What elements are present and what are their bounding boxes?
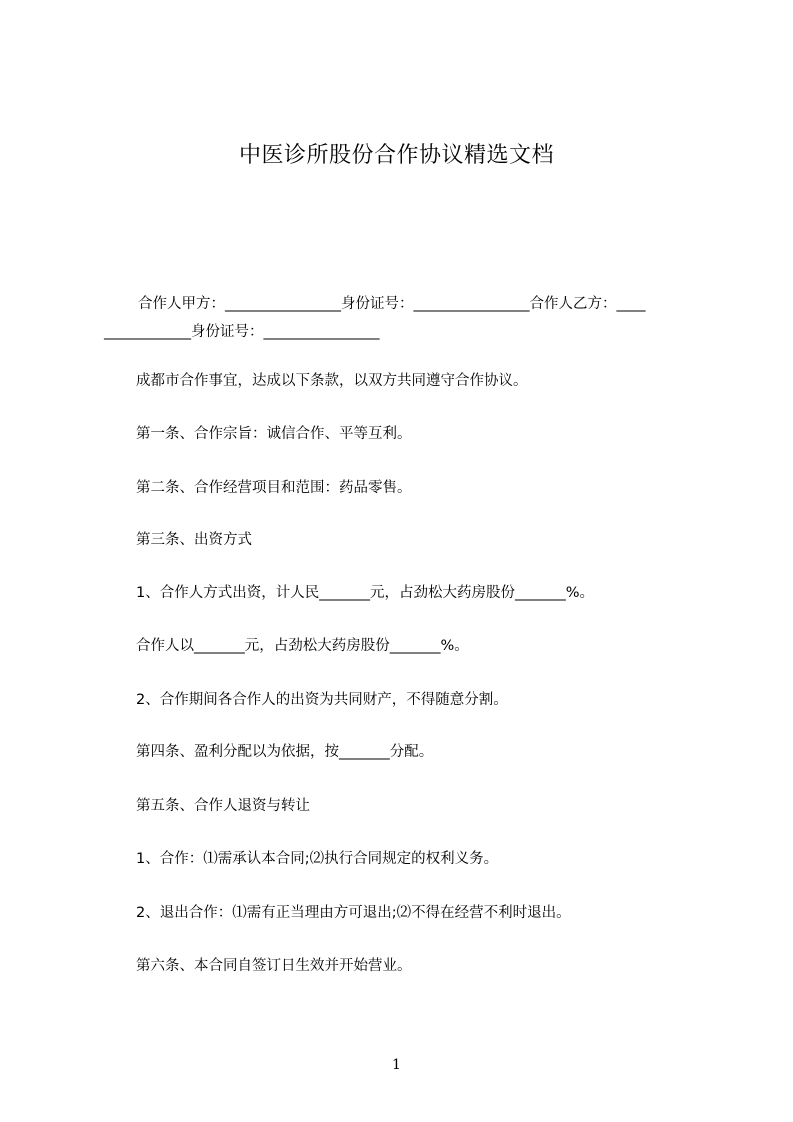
parties-block bbox=[104, 290, 704, 346]
paragraph-article-5-item-2: 2、退出合作：⑴需有正当理由方可退出;⑵不得在经营不利时退出。 bbox=[136, 905, 571, 921]
paragraph-article-1: 第一条、合作宗旨：诚信合作、平等互利。 bbox=[136, 426, 412, 442]
paragraph-article-5: 第五条、合作人退资与转让 bbox=[136, 798, 310, 814]
paragraph-article-4: 第四条、盈利分配以为依据，按_______分配。 bbox=[136, 744, 434, 760]
paragraph-article-3-item-1: 1、合作人方式出资，计人民_______元，占劲松大药房股份_______%。 bbox=[136, 585, 595, 601]
paragraph-article-3-item-2: 2、合作期间各合作人的出资为共同财产，不得随意分割。 bbox=[136, 692, 508, 708]
parties-line-1: 合作人甲方：________________身份证号：________________合作人乙方：____ bbox=[138, 296, 646, 312]
paragraph-article-2: 第二条、合作经营项目和范围：药品零售。 bbox=[136, 480, 412, 496]
document-title: 中医诊所股份合作协议精选文档 bbox=[238, 143, 554, 168]
page-number: 1 bbox=[392, 1057, 401, 1073]
paragraph-article-5-item-1: 1、合作：⑴需承认本合同;⑵执行合同规定的权利义务。 bbox=[136, 851, 499, 867]
paragraph-article-6: 第六条、本合同自签订日生效并开始营业。 bbox=[136, 958, 412, 974]
paragraph-article-3-partner: 合作人以_______元，占劲松大药房股份_______%。 bbox=[136, 638, 469, 654]
paragraph-intro: 成都市合作事宜，达成以下条款，以双方共同遵守合作协议。 bbox=[136, 373, 528, 389]
paragraph-article-3: 第三条、出资方式 bbox=[136, 532, 252, 548]
parties-line-2: ____________身份证号：________________ bbox=[104, 324, 380, 340]
